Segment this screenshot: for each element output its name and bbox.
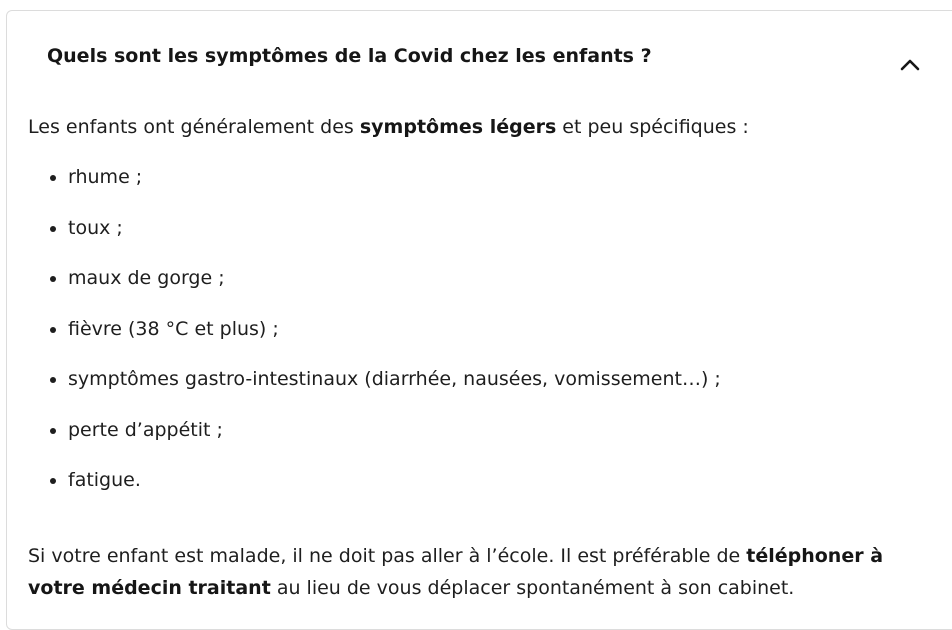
bullet-icon <box>50 478 56 484</box>
list-item <box>28 414 938 465</box>
chevron-up-icon[interactable] <box>899 56 921 72</box>
bullet-icon <box>50 175 56 181</box>
bullet-icon <box>50 276 56 282</box>
list-item <box>28 464 938 515</box>
bullet-icon <box>50 377 56 383</box>
list-item-text: toux ; <box>68 216 123 239</box>
advice-text-end: au lieu de vous déplacer spontanément à son cabinet. <box>270 577 795 599</box>
list-item-text: fatigue. <box>68 469 141 491</box>
advice-text-start: Si votre enfant est malade, il ne doit pas aller à l’école. Il est préférable de <box>28 545 747 567</box>
list-item-text: symptômes gastro-intestinaux (diarrhée, nausées, vomissement…) ; <box>68 368 721 390</box>
intro-text-bold: symptômes légers <box>359 116 557 138</box>
bullet-icon <box>50 428 56 434</box>
list-item <box>28 313 938 364</box>
accordion-title[interactable]: Quels sont les symptômes de la Covid chez les enfants ? <box>47 45 652 67</box>
list-item-text: rhume ; <box>68 166 143 188</box>
list-item <box>28 363 938 414</box>
faq-accordion <box>6 10 952 630</box>
advice-text-bold: téléphoner à votre médecin traitant <box>28 545 884 599</box>
bullet-icon <box>50 226 56 232</box>
symptoms-list <box>28 161 938 515</box>
list-item-text: perte d’appétit ; <box>68 418 223 441</box>
list-item <box>28 262 938 313</box>
intro-paragraph <box>28 111 938 143</box>
intro-text-start: Les enfants ont généralement des <box>28 116 360 138</box>
advice-paragraph <box>28 540 938 604</box>
accordion-content <box>28 111 938 599</box>
list-item <box>28 212 938 263</box>
list-item-text: maux de gorge ; <box>68 267 225 289</box>
list-item-text: fièvre (38 °C et plus) ; <box>68 317 279 340</box>
bullet-icon <box>50 327 56 333</box>
intro-text-end: et peu spécifiques : <box>556 116 749 138</box>
list-item <box>28 161 938 212</box>
accordion-header[interactable] <box>7 11 952 97</box>
